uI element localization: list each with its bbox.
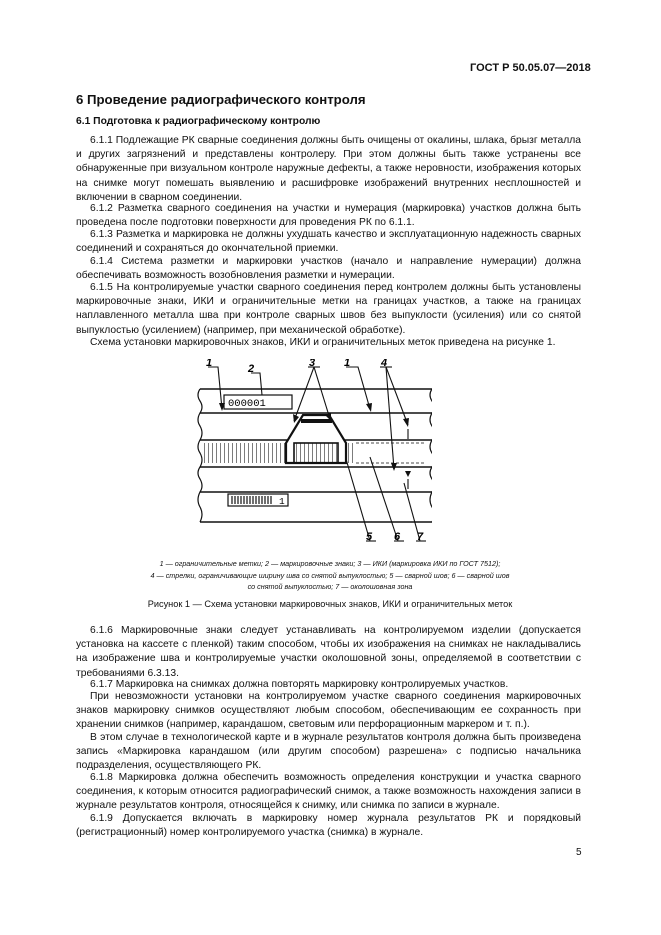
weld-seam-removed-reinforcement bbox=[356, 443, 426, 463]
label-5: 5 bbox=[366, 531, 373, 543]
paragraph-6-1-7: 6.1.7 Маркировка на снимках должна повторять маркировку контролируемых участков. bbox=[90, 679, 509, 690]
label-4: 4 bbox=[381, 359, 388, 369]
paragraph-6-1-2: 6.1.2 Разметка сварного соединения на участки и нумерация (маркировка) участков должна быть проведена после подготовки поверхности для проведения РК по 6.1.1. bbox=[76, 203, 581, 229]
label-1-right: 1 bbox=[344, 359, 351, 369]
paragraph-pencil-record: В этом случае в технологической карте и в журнале результатов контроля должна быть произведена запись «Маркировка карандашом (или другим способом) разрешена» с подписью начальника подразделения, осуществляющего РК. bbox=[76, 732, 581, 772]
figure-legend: 1 — ограничительные метки; 2 — маркировочные знаки; 3 — ИКИ (маркировка ИКИ по ГОСТ 7512); 4 — стрелки, ограничивающие ширину шва со снятой выпуклостью; 5 — сварной шов; 6 — сварной шов со снятой выпуклостью; 7 — околошовная зона bbox=[150, 559, 510, 591]
marking-sign-bottom bbox=[228, 494, 288, 507]
label-2: 2 bbox=[248, 363, 255, 375]
figure-caption: Рисунок 1 — Схема установки маркировочных знаков, ИКИ и ограничительных меток bbox=[147, 599, 513, 609]
label-1-left: 1 bbox=[206, 359, 213, 369]
paragraph-6-1-3: 6.1.3 Разметка и маркировка не должны ухудшать качество и эксплуатационную надежность сварных соединений и сохраняться до окончательной приемки. bbox=[76, 229, 581, 255]
paragraph-6-1-5: 6.1.5 На контролируемые участки сварного соединения перед контролем должны быть установлены маркировочные знаки, ИКИ и ограничительные метки на границах участков, а также на границах наплавленного металла шва при контроле сварных швов без выпуклости (усиления) или со снятой выпуклостью (усилением) (например, при механической обработке). bbox=[76, 282, 581, 336]
marker-bottom-text: 1 bbox=[279, 496, 285, 507]
page-number: 5 bbox=[576, 847, 582, 858]
paragraph-6-1-9: 6.1.9 Допускается включать в маркировку номер журнала результатов РК и порядковый (регистрационный) номер контролируемого участка (снимка) в журнале. bbox=[76, 813, 581, 839]
label-6: 6 bbox=[394, 531, 401, 543]
marking-sign-top bbox=[224, 395, 292, 410]
paragraph-6-1-6: 6.1.6 Маркировочные знаки следует устанавливать на контролируемом изделии (допускается установка на кассете с пленкой) таким способом, чтобы их изображения на снимках не накладывались на изображение шва и контролируемые участки околошовной зоны, определяемой в соответствии с требованиями 6.3.13. bbox=[76, 625, 581, 679]
paragraph-6-1-8: 6.1.8 Маркировка должна обеспечить возможность определения конструкции и участка сварного соединения, к которым относится радиографический снимок, а также возможность нахождения записи в журнале результатов контроля, относящейся к снимку, или снимка по записи в журнале. bbox=[76, 772, 581, 812]
section-title: 6 Проведение радиографического контроля bbox=[76, 92, 366, 107]
paragraph-no-marking: При невозможности установки на контролируемом участке сварного соединения маркировочных знаков маркировку снимков осуществляют любым способом, обеспечивающим ее сохранность при хранении снимков (например, карандашом, световым или перфорационным маркером и т. п.). bbox=[76, 691, 581, 731]
marker-top-text: 000001 bbox=[228, 398, 266, 410]
label-3: 3 bbox=[309, 359, 316, 369]
paragraph-6-1-4: 6.1.4 Система разметки и маркировки участков (начало и направление нумерации) должна обеспечивать возможность возобновления разметки и нумерации. bbox=[76, 256, 581, 282]
standard-number: ГОСТ Р 50.05.07—2018 bbox=[470, 62, 591, 74]
paragraph-6-1-1: 6.1.1 Подлежащие РК сварные соединения должны быть очищены от окалины, шлака, брызг металла и других загрязнений и представлены контролеру. При этом должны быть также устранены все обнаруженные при визуальном контроле наружные дефекты, а также неровности, изображения которых на снимке могут помешать выявлению и расшифровке изображений внутренних несплошностей и включении в сварном соединении. bbox=[76, 135, 581, 203]
subsection-title: 6.1 Подготовка к радиографическому контролю bbox=[76, 116, 321, 127]
figure-reference: Схема установки маркировочных знаков, ИКИ и ограничительных меток приведена на рисунке 1. bbox=[90, 337, 556, 348]
marking-scheme-figure bbox=[196, 359, 432, 545]
label-7: 7 bbox=[417, 531, 424, 543]
